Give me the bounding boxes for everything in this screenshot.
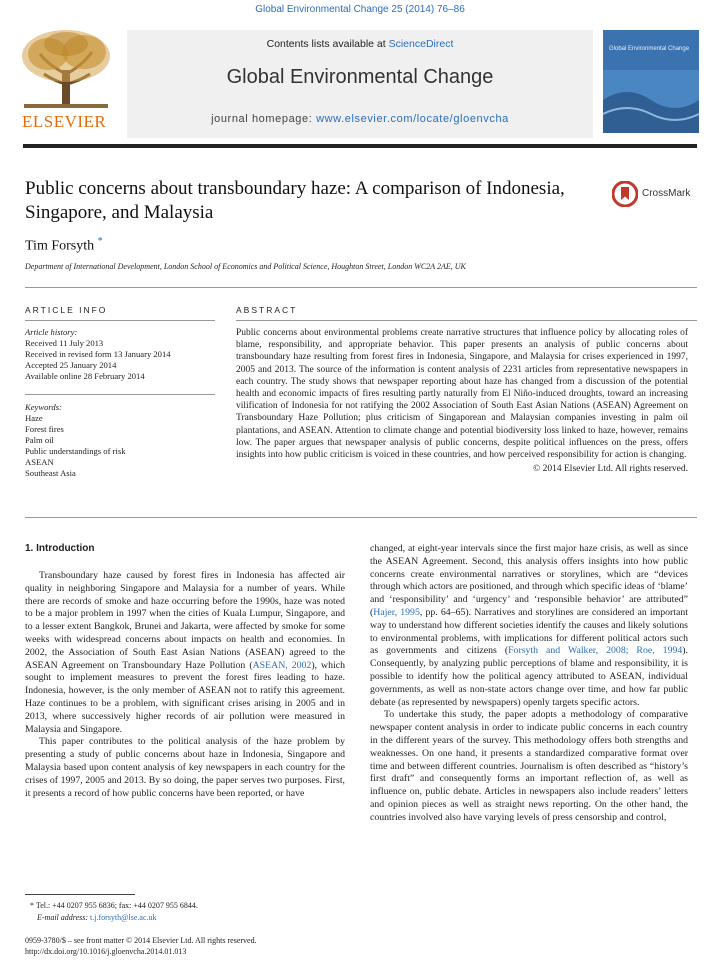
abstract-rule [236, 320, 697, 321]
paragraph [25, 570, 345, 736]
keywords-block [25, 402, 215, 479]
cover-graphic-icon [603, 70, 699, 133]
article-info [25, 327, 215, 382]
paragraph-text: ), which sought to implement measures to prevent the forest fires leading to haze. Indonesia, however, is the only member of ASEAN not to ratify this agreement. Haze continues to be a problem, with significant crises arising in 2005 and in 2013, where successively higher records of air pollution were measured in Malaysia and Singapore. [25, 659, 345, 735]
right-column [370, 543, 688, 825]
keyword-item: ASEAN [25, 457, 54, 467]
publisher-wordmark: ELSEVIER [22, 112, 107, 131]
author-line [25, 236, 103, 255]
elsevier-logo [18, 28, 114, 112]
journal-homepage [127, 113, 593, 125]
journal-cover[interactable] [603, 30, 699, 133]
left-column [25, 570, 345, 800]
header-rule [23, 144, 697, 148]
paragraph [370, 543, 688, 709]
abstract-heading: ABSTRACT [236, 305, 298, 315]
article-info-heading: ARTICLE INFO [25, 305, 108, 315]
abstract-body [236, 327, 688, 475]
crossmark-icon [612, 181, 638, 207]
author-affiliation: Department of International Development, London School of Economics and Political Science, Houghton Street, London WC2A 2AE, UK [25, 262, 466, 271]
footnote-mark: * [30, 901, 34, 910]
email-link[interactable]: t.j.forsyth@lse.ac.uk [90, 913, 157, 922]
paragraph-text: , pp. 64–65). Narratives and storylines are considered an important way to understand how different societies identify the causes and likely solutions to environmental problems, with implications for different political actors such as governments and citizens ( [370, 606, 689, 657]
keywords-label: Keywords: [25, 402, 62, 412]
keyword-item: Public understandings of risk [25, 446, 126, 456]
crossmark-label: CrossMark [642, 188, 691, 199]
citation-link[interactable]: ASEAN, 2002 [252, 659, 312, 671]
keywords-rule [25, 394, 215, 395]
paper-title: Public concerns about transboundary haze: A comparison of Indonesia, Singapore, and Malaysia [25, 178, 565, 223]
doi-link[interactable]: http://dx.doi.org/10.1016/j.gloenvcha.2014.01.013 [25, 947, 187, 956]
contents-prefix: Contents lists available at [266, 38, 389, 50]
footnote-tel-text: Tel.: +44 0207 955 6836; fax: +44 0207 955 6844. [35, 901, 198, 910]
footnote-tel [30, 901, 198, 910]
abstract-copyright: © 2014 Elsevier Ltd. All rights reserved. [533, 464, 688, 475]
citation-link[interactable]: Hajer, 1995 [373, 606, 420, 618]
paragraph: To undertake this study, the paper adopts a methodology of comparative newspaper content analysis in order to indicate public concerns in each country in the different years of the survey. This methodology offers both strengths and weaknesses. On one hand, it presents a standardized comparative format over time and between different countries. Journalism is often described as “history’s first draft” and consequently forms an important reflection of, as well as influence on, public debate. Articles in newspapers also include readers’ letters and opinion pieces as well as straight news reporting. On the other hand, the countries involved also have varying levels of press censorship and control, [370, 709, 688, 823]
abstract-bottom-rule [25, 517, 697, 518]
keyword-item: Southeast Asia [25, 468, 76, 478]
keyword-item: Palm oil [25, 435, 54, 445]
footnote-email [37, 913, 157, 922]
history-item: Available online 28 February 2014 [25, 371, 145, 381]
email-label: E-mail address: [37, 913, 89, 922]
paragraph-text: changed, at eight-year intervals since the first major haze crisis, as well as since the ASEAN Agreement. Second, this analysis offers insights into how public concerns create environmental narratives or storylines, which are “devices through which actors are positioned, and through which specific ideas of ‘blame’ and ‘responsibility’ and ‘urgency’ and ‘responsible behavior’ are attributed” ( [370, 543, 688, 618]
history-label: Article history: [25, 327, 78, 337]
section-heading: 1. Introduction [25, 543, 95, 554]
paragraph: This paper contributes to the political analysis of the haze problem by presenting a study of public concerns about haze in Indonesia, Singapore and Malaysia based upon content analysis of key newspapers in each country for the crises of 1997, 2005 and 2013. By so doing, the paper serves two purposes. First, it presents a record of how public concerns have been reported, or have [25, 736, 345, 799]
author-name: Tim Forsyth [25, 238, 95, 254]
crossmark-badge[interactable] [612, 181, 702, 207]
issn-line: 0959-3780/$ – see front matter © 2014 Elsevier Ltd. All rights reserved. [25, 936, 257, 945]
paragraph-text: ). Consequently, by analyzing public perceptions of blame and responsibility, it is possible to identify how the political agency attributed to ASEAN, individual governments, as well as non-state actors change over time, and how far public debate (as represented by newspapers) openly targets specific actors. [370, 645, 688, 708]
journal-title: Global Environmental Change [226, 66, 494, 88]
contents-line [127, 38, 593, 50]
homepage-prefix: journal homepage: [211, 113, 317, 125]
history-item: Received in revised form 13 January 2014 [25, 349, 171, 359]
author-footnote-mark[interactable]: * [97, 236, 103, 247]
footnote-rule [25, 894, 135, 895]
abstract-text: Public concerns about environmental problems create narrative structures that influence policy by allocating roles of blame, responsibility, and appropriate behavior. This paper presents an analysis of public concerns about transboundary haze resulting from forest fires in Indonesia, Singapore, and Malaysia for crises experienced in 1997, 2005 and 2013. The source of the information is content analysis of 2231 articles from representative newspapers in each country. The study shows that newspaper reporting about haze has changed from a discussion of the potential health and economic impacts of fires resulting partly naturally from El Niño-induced droughts, toward an increasing vilification of Indonesia for not ratifying the 2002 Association of South East Asian Nations (ASEAN) Agreement on Transboundary Haze Pollution; plus criticism of Singaporean and Malaysian companies investing in palm oil plantations, and ASEAN. Attention to climate change and potential biodiversity loss linked to haze, however, remains low. The paper argues that newspaper analysis of public concerns, despite political influences on the press, offers insights into how public criticism is voiced in these countries, and how perceived responsibility for action is changing. [236, 328, 688, 461]
cover-title: Global Environmental Change [609, 46, 690, 52]
running-head: Global Environmental Change 25 (2014) 76–86 [255, 4, 465, 15]
keyword-item: Haze [25, 413, 43, 423]
homepage-link[interactable]: www.elsevier.com/locate/gloenvcha [316, 113, 509, 125]
history-item: Received 11 July 2013 [25, 338, 104, 348]
sciencedirect-link[interactable]: ScienceDirect [388, 38, 454, 50]
keyword-item: Forest fires [25, 424, 64, 434]
article-info-rule [25, 320, 215, 321]
affiliation-rule [25, 287, 697, 288]
paragraph-text: Transboundary haze caused by forest fires in Indonesia has affected air quality in neighboring Singapore and Malaysia for a number of years. While there are records of smoke and haze occurring before the 1990s, haze was noted to be a major problem in 1997 when the cities of Kuala Lumpur, Singapore, and to a lesser extent Bangkok, Brunei and Jakarta, were affected by smoke for some weeks with widespread concerns about impacts on health and economies. In 2002, the Association of South East Asian Nations (ASEAN) agreed to the ASEAN Agreement on Transboundary Haze Pollution ( [25, 570, 345, 671]
citation-link[interactable]: Forsyth and Walker, 2008; Roe, 1994 [508, 645, 683, 657]
history-item: Accepted 25 January 2014 [25, 360, 117, 370]
